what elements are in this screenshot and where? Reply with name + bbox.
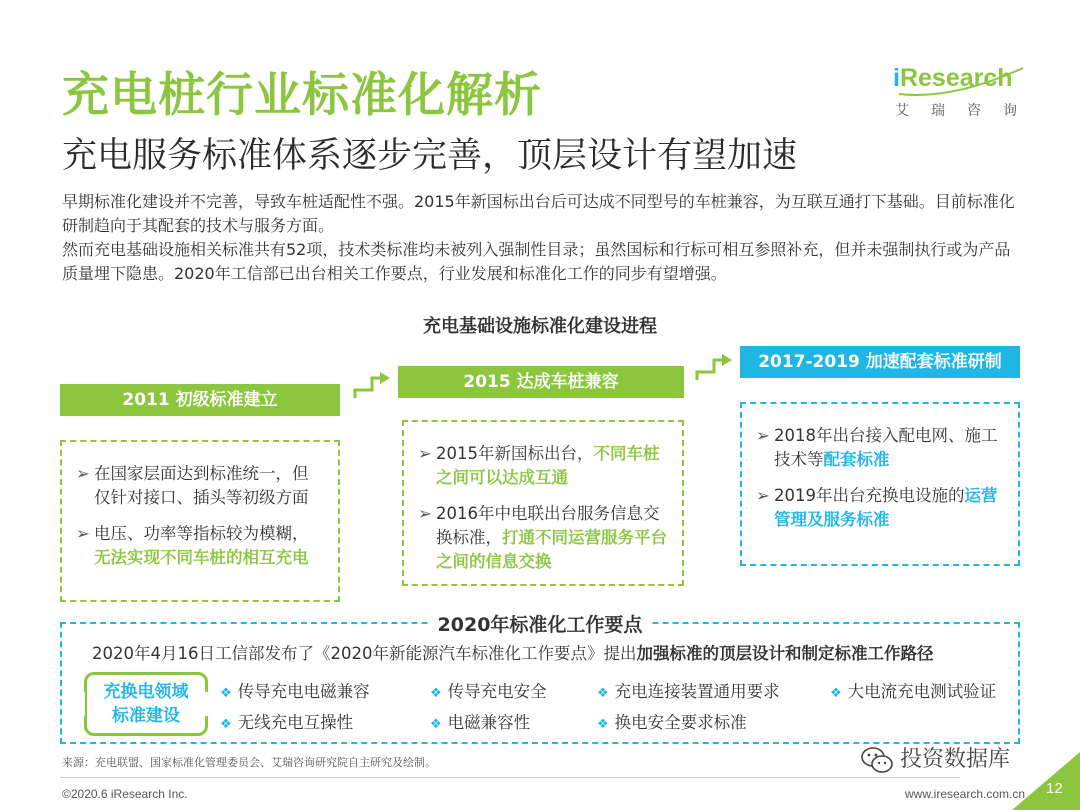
standard-item: ❖ 大电流充电测试验证 — [830, 682, 997, 701]
requirements-line: 2020年4月16日工信部发布了《2020年新能源汽车标准化工作要点》提出加强标准的顶层设计和制定标准工作路径 — [92, 644, 934, 663]
intro-paragraph-1: 早期标准化建设并不完善，导致车桩适配性不强。2015年新国标出台后可达成不同型号的车桩兼容，为互联互通打下基础。目前标准化研制趋向于其配套的技术与服务方面。 — [62, 192, 1015, 235]
logo-wordmark: iResearch — [893, 64, 1013, 92]
page-number: 12 — [1046, 780, 1063, 797]
diamond-bullet-icon: ❖ — [430, 686, 442, 701]
standard-item: ❖ 换电安全要求标准 — [597, 713, 747, 732]
progress-title: 充电基础设施标准化建设进程 — [423, 316, 657, 337]
stage-3-item-2: ➢ 2019年出台充换电设施的运营管理及服务标准 — [756, 484, 1004, 532]
standard-item: ❖ 充电连接装置通用要求 — [597, 682, 780, 701]
stage-2-head: 2015 达成车桩兼容 — [398, 366, 684, 398]
logo-chinese: 艾瑞咨询 — [895, 103, 1039, 119]
watermark: 投资数据库 — [860, 742, 1010, 774]
badge-gap-right — [205, 692, 211, 716]
diamond-bullet-icon: ❖ — [597, 686, 609, 701]
standard-item: ❖ 传导充电电磁兼容 — [220, 682, 370, 701]
logo-swoosh-icon — [893, 60, 1028, 100]
stage-1-box — [60, 440, 340, 602]
intro-paragraph-2: 然而充电基础设施相关标准共有52项，技术类标准均未被列入强制性目录；虽然国标和行标可相互参照补充，但并未强制执行或为产品质量埋下隐患。2020年工信部已出台相关工作要点，行业发展和标准化工作的同步有望增强。 — [62, 240, 1011, 283]
field-badge: 充换电领域 标准建设 — [84, 672, 208, 736]
copyright: ©2020.6 iResearch Inc. — [62, 787, 188, 801]
stage-2-item-1: ➢ 2015年新国标出台，不同车桩之间可以达成互通 — [418, 442, 668, 490]
iresearch-logo — [893, 60, 1039, 122]
diamond-bullet-icon: ❖ — [220, 717, 232, 732]
page-subtitle: 充电服务标准体系逐步完善，顶层设计有望加速 — [62, 136, 798, 176]
standard-item: ❖ 电磁兼容性 — [430, 713, 531, 732]
stage-2-item-2: ➢ 2016年中电联出台服务信息交换标准，打通不同运营服务平台之间的信息交换 — [418, 502, 668, 574]
arrow-bullet-icon: ➢ — [76, 464, 90, 483]
badge-gap-left — [79, 692, 85, 716]
arrow-bullet-icon: ➢ — [756, 426, 770, 445]
stage-3-item-1: ➢ 2018年出台接入配电网、施工技术等配套标准 — [756, 424, 1004, 472]
arrow-bullet-icon: ➢ — [418, 504, 432, 523]
arrow-bullet-icon: ➢ — [418, 444, 432, 463]
stage-1-head: 2011 初级标准建立 — [60, 384, 340, 416]
website-link[interactable]: www.iresearch.com.cn — [905, 787, 1026, 801]
requirements-title: 2020年标准化工作要点 — [0, 610, 1080, 637]
source-note: 来源：充电联盟、国家标准化管理委员会、艾瑞咨询研究院自主研究及绘制。 — [62, 756, 436, 769]
stage-1-item-1: ➢ 在国家层面达到标准统一，但仅针对接口、插头等初级方面 — [76, 462, 324, 510]
step-arrow-icon — [694, 352, 734, 384]
arrow-bullet-icon: ➢ — [756, 486, 770, 505]
stage-1-item-2: ➢ 电压、功率等指标较为模糊，无法实现不同车桩的相互充电 — [76, 522, 324, 570]
page-title: 充电桩行业标准化解析 — [62, 68, 542, 123]
stage-3-box — [740, 402, 1020, 566]
intro-text — [62, 190, 1022, 286]
standard-item: ❖ 无线充电互操性 — [220, 713, 354, 732]
arrow-bullet-icon: ➢ — [76, 524, 90, 543]
wechat-icon — [860, 746, 894, 774]
step-arrow-icon — [352, 370, 392, 402]
standard-item: ❖ 传导充电安全 — [430, 682, 547, 701]
diamond-bullet-icon: ❖ — [430, 717, 442, 732]
stage-2-box — [402, 420, 684, 586]
stage-3-head: 2017-2019 加速配套标准研制 — [740, 346, 1020, 378]
footer-divider — [60, 777, 960, 778]
diamond-bullet-icon: ❖ — [830, 686, 842, 701]
diamond-bullet-icon: ❖ — [597, 717, 609, 732]
diamond-bullet-icon: ❖ — [220, 686, 232, 701]
